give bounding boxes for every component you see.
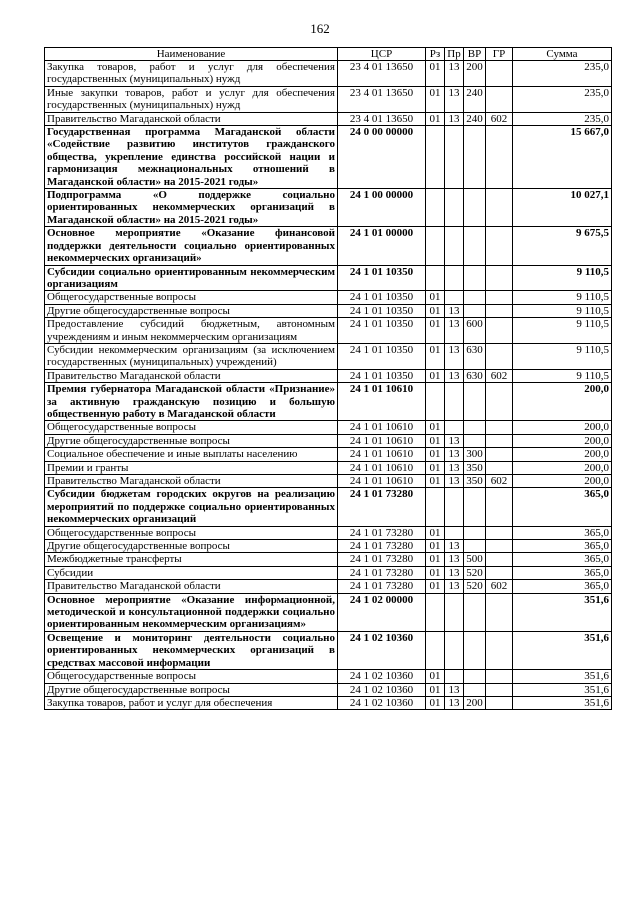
cell-gr <box>486 265 513 291</box>
cell-gr <box>486 488 513 526</box>
table-row <box>45 631 612 669</box>
cell-pr: 13 <box>445 434 464 447</box>
cell-vr <box>464 488 486 526</box>
cell-pr: 13 <box>445 540 464 553</box>
cell-pr <box>445 488 464 526</box>
cell-vr: 600 <box>464 318 486 344</box>
cell-gr <box>486 318 513 344</box>
table-row <box>45 304 612 317</box>
cell-csr: 24 1 01 73280 <box>338 540 426 553</box>
cell-vr <box>464 421 486 434</box>
cell-sum: 365,0 <box>513 488 612 526</box>
cell-name: Государственная программа Магаданской области «Содействие развитию институтов гражданского общества, укрепление единства российской нации и гармонизация межнациональных отношений в Магаданской области» на 2015-2021 годы» <box>45 126 338 189</box>
cell-pr <box>445 126 464 189</box>
cell-vr: 200 <box>464 61 486 87</box>
cell-sum: 351,6 <box>513 683 612 696</box>
cell-pr: 13 <box>445 696 464 709</box>
table-row <box>45 540 612 553</box>
header-pr: Пр <box>445 48 464 61</box>
cell-vr <box>464 189 486 227</box>
cell-name: Правительство Магаданской области <box>45 369 338 382</box>
cell-pr <box>445 189 464 227</box>
table-header-row <box>45 48 612 61</box>
header-csr: ЦСР <box>338 48 426 61</box>
cell-sum: 9 110,5 <box>513 343 612 369</box>
cell-csr: 24 1 01 10350 <box>338 304 426 317</box>
cell-pr: 13 <box>445 475 464 488</box>
cell-csr: 24 1 01 10350 <box>338 291 426 304</box>
page-number: 162 <box>310 21 330 36</box>
cell-rz: 01 <box>426 461 445 474</box>
cell-csr: 23 4 01 13650 <box>338 86 426 112</box>
cell-name: Премии и гранты <box>45 461 338 474</box>
cell-rz: 01 <box>426 434 445 447</box>
cell-rz: 01 <box>426 86 445 112</box>
table-row <box>45 421 612 434</box>
cell-rz: 01 <box>426 421 445 434</box>
cell-gr <box>486 566 513 579</box>
cell-rz <box>426 593 445 631</box>
cell-vr <box>464 683 486 696</box>
cell-vr <box>464 126 486 189</box>
cell-rz: 01 <box>426 112 445 125</box>
cell-rz <box>426 189 445 227</box>
cell-gr <box>486 696 513 709</box>
table-row <box>45 526 612 539</box>
cell-name: Социальное обеспечение и иные выплаты населению <box>45 448 338 461</box>
header-sum: Сумма <box>513 48 612 61</box>
table-row <box>45 86 612 112</box>
cell-rz: 01 <box>426 369 445 382</box>
cell-pr: 13 <box>445 343 464 369</box>
table-row <box>45 593 612 631</box>
cell-rz: 01 <box>426 696 445 709</box>
cell-sum: 9 110,5 <box>513 265 612 291</box>
cell-csr: 24 1 01 10350 <box>338 265 426 291</box>
cell-pr <box>445 526 464 539</box>
cell-csr: 24 1 01 10610 <box>338 434 426 447</box>
table-row <box>45 475 612 488</box>
cell-rz: 01 <box>426 540 445 553</box>
cell-sum: 15 667,0 <box>513 126 612 189</box>
cell-name: Общегосударственные вопросы <box>45 526 338 539</box>
table-row <box>45 448 612 461</box>
cell-csr: 24 1 01 10350 <box>338 369 426 382</box>
cell-sum: 235,0 <box>513 61 612 87</box>
cell-gr <box>486 383 513 421</box>
table-row <box>45 318 612 344</box>
cell-rz: 01 <box>426 683 445 696</box>
cell-pr: 13 <box>445 461 464 474</box>
cell-name: Иные закупки товаров, работ и услуг для обеспечения государственных (муниципальных) нужд <box>45 86 338 112</box>
cell-pr: 13 <box>445 580 464 593</box>
cell-gr <box>486 434 513 447</box>
cell-rz: 01 <box>426 318 445 344</box>
cell-csr: 24 1 01 00000 <box>338 227 426 265</box>
cell-rz: 01 <box>426 553 445 566</box>
cell-sum: 9 110,5 <box>513 291 612 304</box>
cell-csr: 23 4 01 13650 <box>338 61 426 87</box>
cell-gr <box>486 304 513 317</box>
cell-vr: 350 <box>464 461 486 474</box>
cell-name: Закупка товаров, работ и услуг для обеспечения государственных (муниципальных) нужд <box>45 61 338 87</box>
cell-gr <box>486 189 513 227</box>
cell-csr: 24 0 00 00000 <box>338 126 426 189</box>
cell-rz: 01 <box>426 566 445 579</box>
cell-name: Основное мероприятие «Оказание информационной, методической и консультационной поддержки социально ориентированным некоммерческим организациям» <box>45 593 338 631</box>
cell-vr <box>464 265 486 291</box>
cell-csr: 24 1 02 00000 <box>338 593 426 631</box>
budget-table <box>44 47 612 710</box>
cell-vr <box>464 670 486 683</box>
cell-sum: 365,0 <box>513 580 612 593</box>
cell-pr <box>445 291 464 304</box>
cell-name: Другие общегосударственные вопросы <box>45 683 338 696</box>
cell-pr: 13 <box>445 318 464 344</box>
cell-vr <box>464 593 486 631</box>
cell-rz <box>426 126 445 189</box>
cell-csr: 24 1 02 10360 <box>338 683 426 696</box>
cell-rz: 01 <box>426 304 445 317</box>
table-row <box>45 670 612 683</box>
cell-vr <box>464 434 486 447</box>
cell-gr <box>486 448 513 461</box>
cell-sum: 365,0 <box>513 566 612 579</box>
table-row <box>45 343 612 369</box>
cell-sum: 200,0 <box>513 475 612 488</box>
cell-vr: 520 <box>464 580 486 593</box>
cell-gr: 602 <box>486 580 513 593</box>
table-row <box>45 227 612 265</box>
cell-name: Общегосударственные вопросы <box>45 291 338 304</box>
cell-name: Другие общегосударственные вопросы <box>45 434 338 447</box>
table-row <box>45 369 612 382</box>
cell-sum: 351,6 <box>513 593 612 631</box>
cell-rz: 01 <box>426 526 445 539</box>
cell-gr <box>486 461 513 474</box>
cell-gr <box>486 553 513 566</box>
cell-gr: 602 <box>486 369 513 382</box>
cell-csr: 24 1 01 73280 <box>338 488 426 526</box>
cell-name: Предоставление субсидий бюджетным, автономным учреждениям и иным некоммерческим организациям <box>45 318 338 344</box>
cell-pr <box>445 593 464 631</box>
cell-gr <box>486 683 513 696</box>
cell-name: Другие общегосударственные вопросы <box>45 304 338 317</box>
cell-pr <box>445 265 464 291</box>
cell-pr: 13 <box>445 683 464 696</box>
header-rz: Рз <box>426 48 445 61</box>
table-row <box>45 461 612 474</box>
cell-sum: 200,0 <box>513 448 612 461</box>
cell-name: Премия губернатора Магаданской области «Признание» за активную гражданскую позицию и большую общественную работу в Магаданской области <box>45 383 338 421</box>
table-row <box>45 189 612 227</box>
cell-gr <box>486 526 513 539</box>
cell-vr: 240 <box>464 112 486 125</box>
table-row <box>45 683 612 696</box>
cell-rz <box>426 265 445 291</box>
table-row <box>45 434 612 447</box>
cell-vr: 300 <box>464 448 486 461</box>
cell-gr: 602 <box>486 475 513 488</box>
table-row <box>45 696 612 709</box>
cell-pr: 13 <box>445 112 464 125</box>
cell-vr <box>464 526 486 539</box>
table-row <box>45 291 612 304</box>
cell-name: Закупка товаров, работ и услуг для обеспечения <box>45 696 338 709</box>
cell-csr: 24 1 02 10360 <box>338 670 426 683</box>
cell-gr <box>486 126 513 189</box>
cell-csr: 24 1 01 10610 <box>338 383 426 421</box>
cell-rz: 01 <box>426 61 445 87</box>
cell-gr <box>486 61 513 87</box>
table-row <box>45 566 612 579</box>
cell-rz: 01 <box>426 580 445 593</box>
cell-name: Общегосударственные вопросы <box>45 670 338 683</box>
cell-pr <box>445 383 464 421</box>
cell-gr <box>486 540 513 553</box>
table-row <box>45 265 612 291</box>
cell-rz <box>426 383 445 421</box>
cell-vr <box>464 383 486 421</box>
table-body <box>45 61 612 710</box>
table-row <box>45 553 612 566</box>
table-row <box>45 126 612 189</box>
table-row <box>45 61 612 87</box>
cell-gr <box>486 86 513 112</box>
table-row <box>45 488 612 526</box>
cell-pr: 13 <box>445 369 464 382</box>
cell-sum: 235,0 <box>513 112 612 125</box>
cell-name: Общегосударственные вопросы <box>45 421 338 434</box>
cell-sum: 200,0 <box>513 383 612 421</box>
cell-sum: 10 027,1 <box>513 189 612 227</box>
cell-vr: 200 <box>464 696 486 709</box>
cell-gr <box>486 593 513 631</box>
cell-csr: 24 1 01 10350 <box>338 343 426 369</box>
cell-rz: 01 <box>426 670 445 683</box>
cell-pr: 13 <box>445 304 464 317</box>
cell-sum: 235,0 <box>513 86 612 112</box>
cell-sum: 200,0 <box>513 461 612 474</box>
cell-vr: 500 <box>464 553 486 566</box>
cell-sum: 351,6 <box>513 631 612 669</box>
cell-sum: 9 110,5 <box>513 318 612 344</box>
cell-vr: 240 <box>464 86 486 112</box>
cell-pr <box>445 670 464 683</box>
cell-name: Субсидии бюджетам городских округов на реализацию мероприятий по поддержке социально ориентированных некоммерческих организаций <box>45 488 338 526</box>
cell-rz: 01 <box>426 291 445 304</box>
cell-gr <box>486 343 513 369</box>
cell-sum: 365,0 <box>513 540 612 553</box>
cell-pr <box>445 631 464 669</box>
cell-pr: 13 <box>445 448 464 461</box>
cell-name: Правительство Магаданской области <box>45 475 338 488</box>
cell-csr: 24 1 01 10350 <box>338 318 426 344</box>
cell-csr: 24 1 01 10610 <box>338 421 426 434</box>
cell-csr: 24 1 01 10610 <box>338 475 426 488</box>
cell-csr: 24 1 01 10610 <box>338 448 426 461</box>
cell-name: Субсидии некоммерческим организациям (за исключением государственных (муниципальных) учреждений) <box>45 343 338 369</box>
cell-name: Основное мероприятие «Оказание финансовой поддержки деятельности социально ориентированных некоммерческих организаций» <box>45 227 338 265</box>
cell-csr: 24 1 01 73280 <box>338 553 426 566</box>
cell-vr <box>464 631 486 669</box>
table-row <box>45 383 612 421</box>
cell-vr: 350 <box>464 475 486 488</box>
header-name: Наименование <box>45 48 338 61</box>
cell-name: Подпрограмма «О поддержке социально ориентированных некоммерческих организаций в Магаданской области» на 2015-2021 годы» <box>45 189 338 227</box>
cell-gr: 602 <box>486 112 513 125</box>
header-gr: ГР <box>486 48 513 61</box>
cell-name: Межбюджетные трансферты <box>45 553 338 566</box>
cell-name: Правительство Магаданской области <box>45 580 338 593</box>
cell-csr: 24 1 01 73280 <box>338 580 426 593</box>
cell-vr <box>464 227 486 265</box>
cell-sum: 365,0 <box>513 526 612 539</box>
cell-sum: 9 110,5 <box>513 369 612 382</box>
cell-name: Субсидии <box>45 566 338 579</box>
cell-rz: 01 <box>426 448 445 461</box>
cell-sum: 365,0 <box>513 553 612 566</box>
cell-vr: 630 <box>464 343 486 369</box>
cell-vr: 520 <box>464 566 486 579</box>
cell-pr: 13 <box>445 553 464 566</box>
cell-rz <box>426 631 445 669</box>
cell-pr <box>445 421 464 434</box>
table-row <box>45 112 612 125</box>
cell-vr <box>464 540 486 553</box>
cell-gr <box>486 670 513 683</box>
cell-rz: 01 <box>426 343 445 369</box>
cell-csr: 24 1 01 73280 <box>338 526 426 539</box>
cell-name: Правительство Магаданской области <box>45 112 338 125</box>
cell-gr <box>486 227 513 265</box>
cell-gr <box>486 421 513 434</box>
cell-sum: 200,0 <box>513 421 612 434</box>
header-vr: ВР <box>464 48 486 61</box>
cell-vr: 630 <box>464 369 486 382</box>
cell-rz <box>426 227 445 265</box>
cell-csr: 23 4 01 13650 <box>338 112 426 125</box>
cell-gr <box>486 291 513 304</box>
cell-sum: 351,6 <box>513 670 612 683</box>
cell-sum: 351,6 <box>513 696 612 709</box>
table-row <box>45 580 612 593</box>
cell-pr: 13 <box>445 86 464 112</box>
cell-sum: 200,0 <box>513 434 612 447</box>
cell-name: Субсидии социально ориентированным некоммерческим организациям <box>45 265 338 291</box>
cell-pr: 13 <box>445 61 464 87</box>
cell-csr: 24 1 01 10610 <box>338 461 426 474</box>
cell-rz: 01 <box>426 475 445 488</box>
cell-pr <box>445 227 464 265</box>
cell-gr <box>486 631 513 669</box>
cell-csr: 24 1 02 10360 <box>338 696 426 709</box>
cell-rz <box>426 488 445 526</box>
cell-csr: 24 1 02 10360 <box>338 631 426 669</box>
cell-vr <box>464 304 486 317</box>
cell-sum: 9 110,5 <box>513 304 612 317</box>
cell-name: Другие общегосударственные вопросы <box>45 540 338 553</box>
cell-vr <box>464 291 486 304</box>
cell-name: Освещение и мониторинг деятельности социально ориентированных некоммерческих организаций в средствах массовой информации <box>45 631 338 669</box>
cell-pr: 13 <box>445 566 464 579</box>
cell-csr: 24 1 01 73280 <box>338 566 426 579</box>
cell-csr: 24 1 00 00000 <box>338 189 426 227</box>
cell-sum: 9 675,5 <box>513 227 612 265</box>
